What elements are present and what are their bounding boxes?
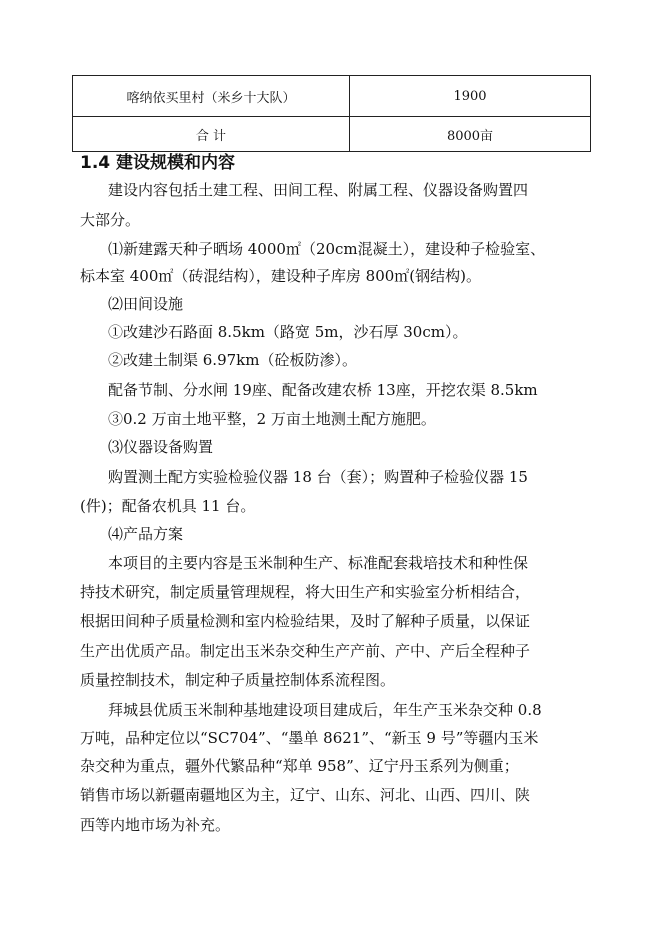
text-line: ②改建土制渠 6.97km（砼板防渗）。 (108, 351, 357, 369)
text-line: 大部分。 (80, 211, 141, 229)
text-line: ①改建沙石路面 8.5km（路宽 5m，沙石厚 30cm）。 (108, 323, 468, 341)
text-line: 拜城县优质玉米制种基地建设项目建成后，年生产玉米杂交种 0.8 (108, 701, 542, 719)
text-line: 本项目的主要内容是玉米制种生产、标准配套栽培技术和种性保 (108, 554, 529, 572)
text-line: 标本室 400㎡（砖混结构），建设种子库房 800㎡(钢结构)。 (80, 267, 482, 285)
text-line: 西等内地市场为补充。 (80, 816, 231, 834)
text-line: 质量控制技术，制定种子质量控制体系流程图。 (80, 671, 396, 689)
text-line: ③0.2 万亩土地平整，2 万亩土地测土配方施肥。 (108, 410, 436, 428)
text-line: (件)；配备农机具 11 台。 (80, 497, 256, 515)
text-line: ⑷产品方案 (108, 525, 184, 543)
text-line: 生产出优质产品。制定出玉米杂交种生产产前、产中、产后全程种子 (80, 642, 531, 660)
table-row-total (73, 117, 591, 152)
table-row (73, 76, 591, 117)
village-cell: 喀纳依买里村（米乡十大队） (73, 76, 350, 117)
text-line: ⑵田间设施 (108, 295, 184, 313)
land-area-table (72, 75, 591, 152)
text-line: 购置测土配方实验检验仪器 18 台（套）；购置种子检验仪器 15 (108, 468, 528, 486)
text-line: 销售市场以新疆南疆地区为主，辽宁、山东、河北、山西、四川、陕 (80, 786, 531, 804)
text-line: 持技术研究，制定质量管理规程，将大田生产和实验室分析相结合， (80, 583, 531, 601)
text-line: ⑶仪器设备购置 (108, 438, 214, 456)
area-cell: 1900 (350, 76, 591, 117)
section-heading: 1.4 建设规模和内容 (80, 153, 236, 173)
total-area-cell: 8000亩 (350, 117, 591, 152)
text-line: ⑴新建露天种子晒场 4000㎡（20cm混凝土），建设种子检验室、 (108, 240, 546, 258)
total-label-cell: 合 计 (73, 117, 350, 152)
text-line: 根据田间种子质量检测和室内检验结果，及时了解种子质量，以保证 (80, 612, 531, 630)
text-line: 配备节制、分水闸 19座、配备改建农桥 13座，开挖农渠 8.5km (108, 381, 538, 399)
text-line: 万吨，品种定位以“SC704”、“墨单 8621”、“新玉 9 号”等疆内玉米 (80, 729, 539, 747)
text-line: 杂交种为重点，疆外代繁品种“郑单 958”、辽宁丹玉系列为侧重； (80, 757, 519, 775)
text-line: 建设内容包括土建工程、田间工程、附属工程、仪器设备购置四 (108, 181, 529, 199)
